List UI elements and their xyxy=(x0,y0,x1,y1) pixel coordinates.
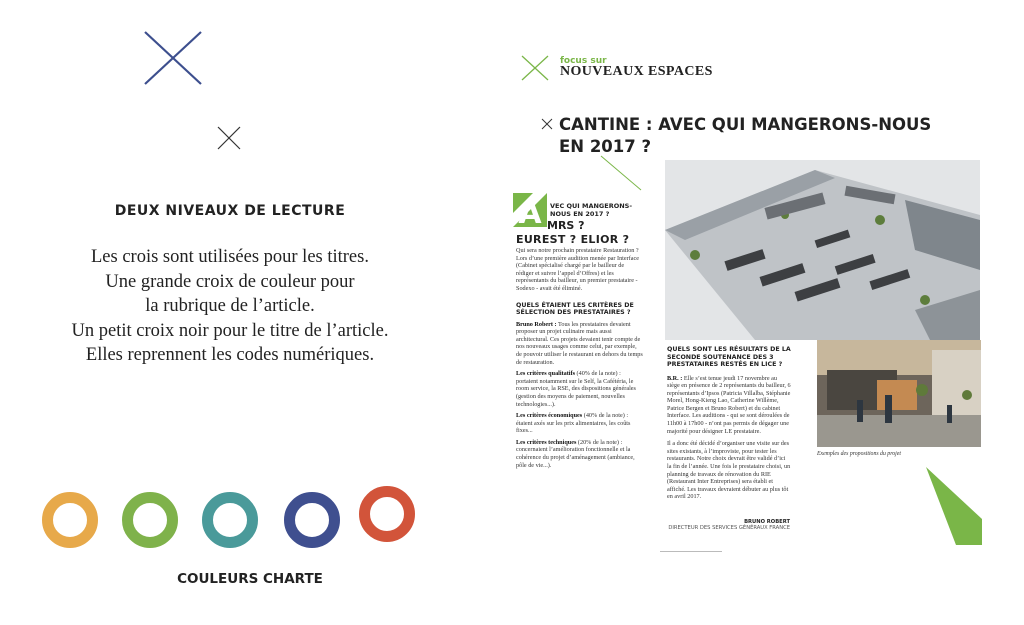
focus-label: focus sur xyxy=(560,56,607,66)
paragraph-lead: Bruno Robert : xyxy=(516,320,557,328)
title-diagonal-line xyxy=(600,155,642,191)
footer-rule xyxy=(660,551,722,552)
paragraph-lead: B.R. : xyxy=(667,374,683,382)
lecture-description xyxy=(0,245,460,368)
colors-heading: COULEURS CHARTE xyxy=(177,571,323,587)
cafeteria-interior-image xyxy=(817,340,981,447)
section-title: NOUVEAUX ESPACES xyxy=(560,64,713,79)
large-blue-cross-icon xyxy=(143,30,203,86)
paragraph-body: Tous les prestataires devaient proposer un projet culinaire mais aussi architectural. Ces projets devaient tenir compte de nos nouveaux usages comme celui, par exemple, de pouvoir utiliser le restaurant en dehors du temps de restauration. xyxy=(516,320,643,366)
paragraph-lead: Les critères économiques xyxy=(516,412,583,420)
paragraph-body: (40% de la note) : portaient notamment sur le Self, la Cafétéria, le room service, la RSE, des dispositions générales (gestion des moyens de paiement, nouvelles technologies...). xyxy=(516,370,636,408)
image-caption: Exemples des propositions du projet xyxy=(817,451,901,457)
paragraph-body: (40% de la note) : étaient axés sur les prix alimentaires, les coûts fixes... xyxy=(516,412,631,435)
lecture-line: la rubrique de l’article. xyxy=(145,296,315,316)
paragraph xyxy=(516,412,643,435)
column-2-text xyxy=(667,346,791,501)
intro-eurest-elior: EUREST ? ELIOR ? xyxy=(516,233,630,246)
article-title-line: EN 2017 ? xyxy=(559,137,652,156)
intro-mrs: MRS ? xyxy=(547,219,585,232)
lecture-heading: DEUX NIVEAUX DE LECTURE xyxy=(114,203,346,219)
paragraph xyxy=(516,439,643,469)
lecture-line: Elles reprennent les codes numériques. xyxy=(85,345,375,365)
lecture-line: Un petit croix noir pour le titre de l’article. xyxy=(71,320,389,341)
color-ring-blue xyxy=(284,492,340,548)
section-subheading: QUELS ÉTAIENT LES CRITÈRES DE SÉLECTION DES PRESTATAIRES ? xyxy=(516,301,634,317)
paragraph: Il a donc été décidé d’organiser une visite sur des sites existants, à l’improviste, pour tester les restaurants. Notre choix devrait être validé d’ici la fin de l’année. Une fois le prestataire choisi, un planning de travaux de rénovation du RIE (Restaurant Inter Entreprises) sera établi et affiché. Les travaux devraient débuter au plus tôt en avril 2017. xyxy=(667,440,791,501)
paragraph xyxy=(667,375,791,436)
intro-small-text: VEC QUI MANGERONS-NOUS EN 2017 ? xyxy=(550,202,633,218)
color-ring-orange xyxy=(42,492,98,548)
article-title xyxy=(559,114,959,158)
title-cross-icon xyxy=(541,118,553,130)
paragraph-body: (20% de la note) : concernaient l’amélioration fonctionnelle et la cohérence du projet d’aménagement (ambiance, pôle de vie...). xyxy=(516,438,635,469)
paragraph xyxy=(516,370,643,408)
color-ring-teal xyxy=(202,492,258,548)
paragraph-lead: Les critères techniques xyxy=(516,438,577,446)
green-cross-icon xyxy=(521,55,549,81)
paragraph-lead: Les critères qualitatifs xyxy=(516,370,575,378)
paragraph-body: Elle s’est tenue jeudi 17 novembre au siège en présence de 2 représentants du bailleur, 6 représentants d’Ipsos (Patricia Villalba, Stéphanie Morel, Hong-Kieng Lao, Catherine Willème, Patrice Bergen et Bruno Robert) et du cabinet Interface. Les auditions - qui se sont déroulées de 11h00 à 17h00 - n’ont pas permis de dégager une majorité pour désigner LE prestataire. xyxy=(667,374,791,435)
lecture-line: Une grande croix de couleur pour xyxy=(105,271,355,292)
color-ring-green xyxy=(122,492,178,548)
small-black-cross-icon xyxy=(217,126,241,150)
dropcap-letter: A xyxy=(518,196,542,227)
color-ring-red xyxy=(359,486,415,542)
dropcap-shape xyxy=(513,193,547,227)
signature-name: BRUNO ROBERT xyxy=(744,519,790,525)
corner-accent-shape xyxy=(926,467,982,545)
article-title-line: CANTINE : AVEC QUI MANGERONS-NOUS xyxy=(559,115,932,134)
column-1-text xyxy=(516,247,643,469)
lecture-line: Les crois sont utilisées pour les titres. xyxy=(91,247,369,267)
intro-question xyxy=(550,203,645,218)
section-subheading: QUELS SONT LES RÉSULTATS DE LA SECONDE SOUTENANCE DES 3 PRESTATAIRES RESTÉS EN LICE ? xyxy=(667,346,791,368)
paragraph xyxy=(516,321,643,367)
paragraph: Qui sera notre prochain prestataire Restauration ? Lors d’une première audition menée par Interface (Cabinet spécialisé chargé par le bailleur de rédiger et suivre l’appel d’Offres) et les représentants du bailleur, un premier prestataire - Sodexo - avait été éliminé. xyxy=(516,247,640,292)
cafeteria-rendering-image xyxy=(665,160,980,340)
signature-role: DIRECTEUR DES SERVICES GÉNÉRAUX FRANCE xyxy=(668,525,790,531)
